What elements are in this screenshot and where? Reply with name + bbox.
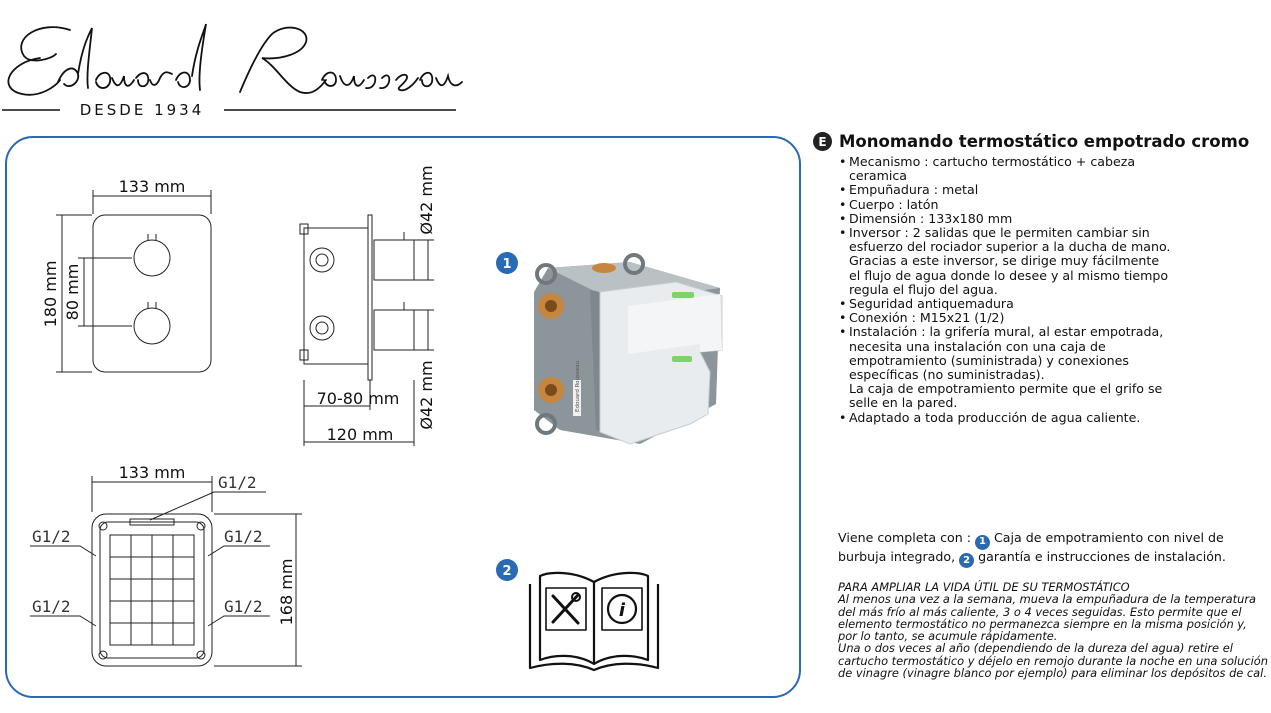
product-details [813, 132, 1263, 455]
spec-item: ceramica [849, 168, 907, 184]
side-diam-top-label: Ø42 mm [417, 165, 436, 235]
tools-icon [553, 593, 580, 623]
includes-item2-text: garantía e instrucciones de instalación. [978, 548, 1226, 564]
tagline-text: DESDE 1934 [79, 101, 205, 119]
marker-2 [496, 559, 518, 581]
spec-item: La caja de empotramiento permite que el grifo se [849, 381, 1163, 397]
spec-list [839, 155, 1263, 455]
box-width-label: 133 mm [118, 463, 186, 482]
product-title-text: Monomando termostático empotrado cromo [839, 132, 1250, 151]
svg-text:2: 2 [502, 564, 512, 579]
spec-item: • Empuñadura : metal [839, 183, 1263, 197]
spec-item: • Seguridad antiquemadura [839, 297, 1263, 311]
includes-prefix: Viene completa con : [838, 530, 971, 545]
port-right-bottom-label: G1/2 [224, 597, 263, 616]
spec-item: regula el flujo del agua. [849, 281, 998, 297]
front-inner-label: 80 mm [63, 263, 82, 321]
spec-item: Gracias a este inversor, se dirige muy fácilmente [849, 253, 1160, 269]
spec-item: selle en la pared. [849, 395, 958, 411]
marker-1 [496, 252, 518, 274]
svg-text:i: i [618, 600, 626, 621]
front-width-label: 133 mm [118, 177, 186, 196]
spec-item: necesita una instalación con una caja de [849, 338, 1106, 354]
info-icon [608, 595, 636, 623]
spec-item: esfuerzo del rociador superior a la ducha de mano. [849, 239, 1171, 255]
side-depth-a-label: 70-80 mm [316, 389, 400, 408]
front-height-label: 180 mm [41, 260, 60, 328]
svg-text:1: 1 [502, 257, 512, 272]
care-instructions [838, 581, 1268, 679]
includes-item1-text: Caja de empotramiento con nivel de burbuja integrado, [838, 530, 1224, 564]
side-view [300, 215, 434, 446]
spec-item: • Conexión : M15x21 (1/2) [839, 311, 1263, 325]
spec-item: • Adaptado a toda producción de agua caliente. [839, 411, 1263, 425]
open-book-icon [530, 573, 658, 670]
port-left-top-label: G1/2 [32, 527, 71, 546]
spec-item: • Dimensión : 133x180 mm [839, 212, 1263, 226]
product-letter-badge: E [813, 132, 832, 151]
box-brand-mark: Edouard Rousseau [575, 361, 581, 412]
spec-item: • Instalación : la grifería mural, al estar empotrada, [839, 325, 1263, 339]
includes-item1-number: 1 [975, 535, 990, 550]
care-paragraph-1: Al menos una vez a la semana, mueva la empuñadura de la temperatura del más frío al más caliente, 3 o 4 veces seguidas. Esto permite que el elemento termostático no permanezca siempre en la misma posición y, por lo tanto, se acumule rápidamente. [838, 592, 1256, 644]
box-height-label: 168 mm [277, 558, 296, 626]
care-paragraph-2: Una o dos veces al año (dependiendo de la dureza del agua) retire el cartucho termostático y déjelo en remojo durante la noche en una solución de vinagre (vinagre blanco por ejemplo) para eliminar los depósitos de cal. [838, 641, 1268, 681]
product-title [813, 132, 1263, 151]
side-depth-b-label: 120 mm [326, 425, 394, 444]
includes-item2-number: 2 [959, 553, 974, 568]
care-heading: PARA AMPLIAR LA VIDA ÚTIL DE SU TERMOSTÁTICO [838, 580, 1130, 594]
spec-item: • Cuerpo : latón [839, 198, 1263, 212]
mixing-box-illustration [534, 255, 722, 444]
spec-item: • Inversor : 2 salidas que le permiten cambiar sin [839, 226, 1263, 240]
port-left-bottom-label: G1/2 [32, 597, 71, 616]
side-diam-bottom-label: Ø42 mm [417, 360, 436, 430]
port-right-top-label: G1/2 [224, 527, 263, 546]
spec-item: empotramiento (suministrada) y conexiones [849, 352, 1129, 368]
box-top-view [30, 476, 302, 666]
spec-item: específicas (no suministradas). [849, 367, 1045, 383]
spec-item: • Mecanismo : cartucho termostático + cabeza [839, 155, 1263, 169]
spec-item: el flujo de agua donde lo desee y al mismo tiempo [849, 267, 1169, 283]
includes-block [838, 531, 1258, 568]
port-top-label: G1/2 [218, 473, 257, 492]
